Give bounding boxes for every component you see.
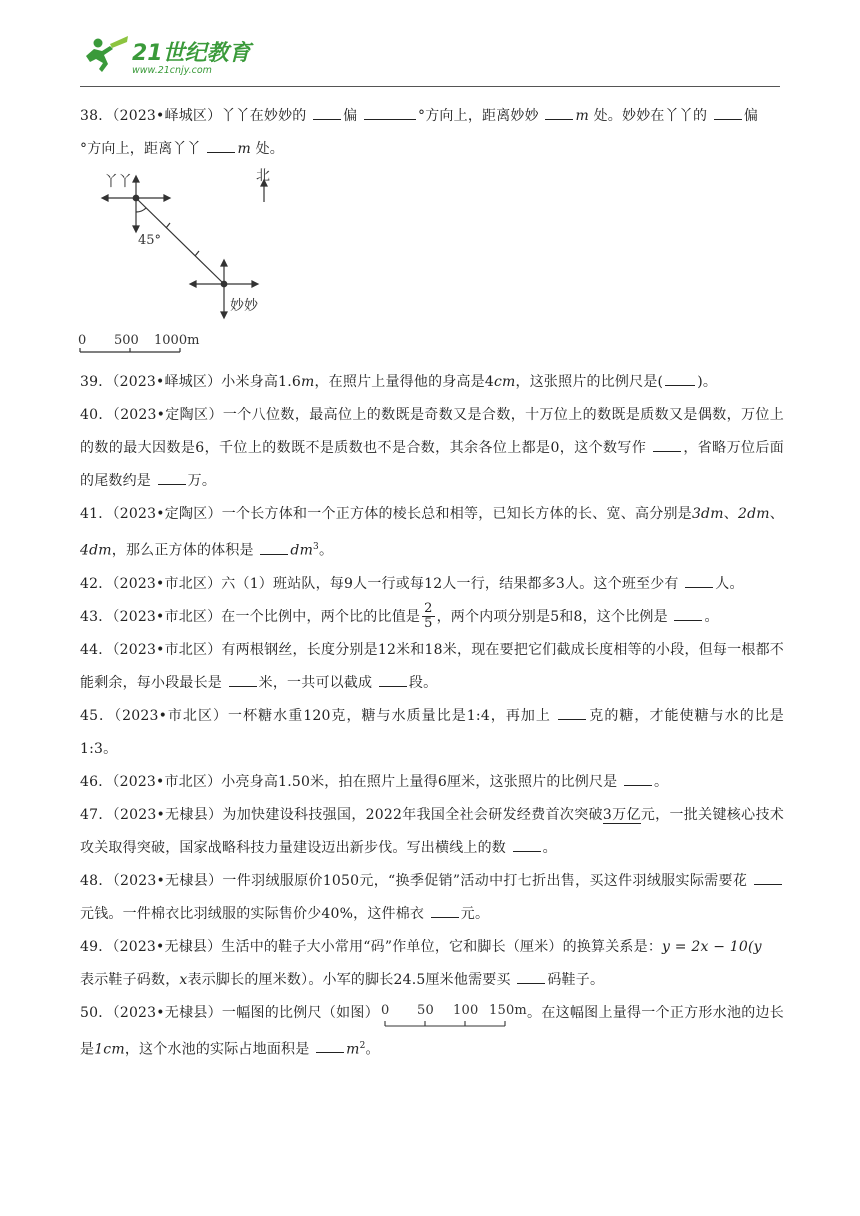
fraction: [422, 602, 434, 631]
answer-blank: [714, 105, 742, 120]
logo-text: 21世纪教育: [132, 41, 251, 66]
q48-text: ，这件棉衣: [353, 905, 429, 922]
q39-unit: m: [300, 374, 315, 390]
scale-label: 100: [452, 1002, 479, 1018]
q39-value: 4: [484, 374, 494, 390]
q45-ratio: 1:4: [466, 707, 490, 724]
q48-text: 元。: [460, 905, 490, 922]
q50-sup: 2: [359, 1040, 366, 1051]
q41-text: 41．（2023•定陶区）一个长方体和一个正方体的棱长总和相等，已知长方体的长、宽、高分别是: [80, 506, 692, 522]
question-45: [80, 700, 784, 766]
q45-ratio: 1:3: [80, 740, 104, 757]
fraction-numerator: 2: [424, 601, 433, 617]
header-divider: [80, 86, 780, 87]
q39-text: ，这张照片的比例尺是(: [515, 374, 664, 390]
q49-formula: y = 2x − 10(y: [662, 938, 762, 955]
question-48: [80, 865, 784, 931]
fraction-denominator: 5: [424, 616, 433, 632]
scale-label: 150m: [488, 1002, 527, 1018]
q50-text: 。在这幅图上量得一个正方形水池的边长是: [80, 1004, 784, 1058]
q41-value: 4dm: [80, 542, 112, 559]
direction-figure: [80, 168, 300, 358]
q48-text: 48．（2023•无棣县）一件羽绒服原价1050元，“换季促销”活动中打七折出售，买这件羽绒服实际需要花: [80, 872, 752, 889]
question-40: [80, 399, 784, 498]
q48-text: 元钱。一件棉衣比羽绒服的实际售价少: [80, 905, 322, 922]
q47-underlined: 3万亿: [602, 806, 641, 823]
q38-text: 处。: [250, 141, 284, 157]
answer-blank: [229, 672, 257, 687]
q50-unit: m: [346, 1041, 360, 1058]
logo-url-text: www.21cnjy.com: [132, 65, 212, 76]
q38-text: m: [237, 141, 251, 157]
q45-text: ，再加上: [489, 707, 557, 724]
angle-label: 45°: [138, 233, 162, 248]
question-38: [80, 100, 784, 166]
answer-blank: [207, 138, 235, 153]
q49-variable: x: [179, 971, 188, 988]
q41-unit: dm: [290, 542, 314, 559]
logo: [80, 34, 280, 78]
scale-bar: [380, 1000, 527, 1030]
answer-blank: [313, 105, 341, 120]
q43-text: 43．（2023•市北区）在一个比例中，两个比的比值是: [80, 608, 421, 625]
q39-text: 39．（2023•峄城区）小米身高: [80, 374, 279, 390]
answer-blank: [624, 771, 652, 786]
q38-text: °方向上，距离丫丫: [80, 141, 206, 157]
q38-text: m: [575, 108, 589, 124]
q40-text: 40．（2023•定陶区）一个八位数，最高位上的数既是奇数又是合数，十万位上的数既是质数又是偶数，万位上的数的最大因数是6，千位上的数既不是质数也不是合数，其余各位上都是0，这个数写作: [80, 407, 784, 456]
q42-text: 人。: [715, 575, 744, 592]
question-44: [80, 634, 784, 700]
q40-text: ，省略万位后面的尾数约是: [80, 440, 785, 489]
answer-blank: [158, 470, 186, 485]
question-42: [80, 568, 784, 601]
scale-label: 0: [78, 333, 87, 348]
q46-text: 。: [654, 773, 669, 790]
answer-blank: [685, 573, 713, 588]
q47-text: 47．（2023•无棣县）为加快建设科技强国，2022年我国全社会研发经费首次突破: [80, 806, 603, 823]
q40-text: 万。: [187, 473, 217, 489]
answer-blank: [558, 705, 586, 720]
scale-label: 1000m: [154, 333, 200, 348]
question-49: [80, 931, 784, 997]
q41-text: ，那么正方体的体积是: [111, 542, 259, 559]
scale-label: 0: [380, 1002, 390, 1018]
q42-text: 42．（2023•市北区）六（1）班站队，每9人一行或每12人一行，结果都多3人。这个班至少有: [80, 575, 684, 592]
answer-blank: [364, 105, 416, 120]
q41-text: 。: [318, 542, 334, 559]
answer-blank: [517, 969, 545, 984]
scale-label: 50: [416, 1002, 434, 1018]
q45-text: 45．（2023•市北区）一杯糖水重120克，糖与水质量比是: [80, 707, 467, 724]
q49-text: 码鞋子。: [547, 971, 605, 988]
answer-blank: [260, 540, 288, 555]
q44-text: 44．（2023•市北区）有两根钢丝，长度分别是12米和18米，现在要把它们截成长度相等的小段，但每一根都不能剩余，每小段最长是: [80, 641, 784, 691]
q44-text: 米，一共可以截成: [258, 674, 377, 691]
q38-text: 偏: [743, 108, 759, 124]
q46-text: 46．（2023•市北区）小亮身高1.50米，拍在照片上量得6厘米，这张照片的比例尺是: [80, 773, 623, 790]
q39-text: ，在照片上量得他的身高是: [314, 374, 485, 390]
q43-text: 。: [704, 608, 719, 625]
answer-blank: [431, 903, 459, 918]
q47-text: 。: [542, 839, 557, 856]
q38-text: 偏: [343, 108, 363, 124]
q41-value: 2dm: [738, 506, 770, 522]
question-47: [80, 799, 784, 865]
q44-text: 段。: [408, 674, 438, 691]
question-43: [80, 601, 784, 634]
answer-blank: [754, 870, 782, 885]
label-yaya: 丫丫: [104, 174, 132, 190]
q49-text: 表示鞋子码数，: [80, 971, 180, 988]
question-41: [80, 498, 784, 568]
scale-label: 500: [114, 333, 139, 348]
answer-blank: [653, 437, 681, 452]
question-list: [80, 100, 784, 1066]
q41-text: 、: [723, 506, 738, 522]
answer-blank: [316, 1038, 344, 1053]
q49-text: 表示脚长的厘米数）。小军的脚长24.5厘米他需要买: [187, 971, 516, 988]
question-46: [80, 766, 784, 799]
q39-unit: cm: [493, 374, 516, 390]
question-50: [80, 997, 784, 1067]
q41-sup: 3: [313, 542, 319, 552]
q50-value: 1cm: [94, 1041, 125, 1058]
q45-text: 克的糖，才能使糖与水的比是: [588, 707, 785, 724]
q38-text: 处。妙妙在丫丫的: [588, 108, 712, 124]
answer-blank: [665, 371, 695, 386]
q41-text: 、: [769, 506, 784, 522]
q39-value: 1.6: [278, 374, 301, 390]
answer-blank: [379, 672, 407, 687]
q50-text: 50．（2023•无棣县）一幅图的比例尺（如图）: [80, 1004, 379, 1021]
label-miaomiao: 妙妙: [230, 298, 258, 314]
q39-text: )。: [697, 374, 718, 390]
q50-text: ，这个水池的实际占地面积是: [124, 1041, 315, 1058]
q47-text: 元，一批关键核心技术攻关取得突破，国家战略科技力量建设迈出新步伐。写出横线上的数: [80, 806, 785, 856]
q43-text: ，两个内项分别是5和8，这个比例是: [436, 608, 673, 625]
page-header: [80, 34, 780, 86]
q50-text: 。: [365, 1041, 380, 1058]
q45-text: 。: [103, 740, 118, 757]
runner-icon: [86, 36, 128, 72]
label-north: 北: [256, 168, 270, 184]
q38-text: °方向上，距离妙妙: [418, 108, 544, 124]
q41-value: 3dm: [691, 506, 724, 522]
q49-text: 49．（2023•无棣县）生活中的鞋子大小常用“码”作单位，它和脚长（厘米）的换算关系是：: [80, 938, 663, 955]
q48-percent: 40%: [321, 905, 354, 922]
answer-blank: [545, 105, 573, 120]
answer-blank: [674, 606, 702, 621]
answer-blank: [513, 837, 541, 852]
q38-text: 38．（2023•峄城区）丫丫在妙妙的: [80, 108, 312, 124]
question-39: [80, 366, 784, 399]
